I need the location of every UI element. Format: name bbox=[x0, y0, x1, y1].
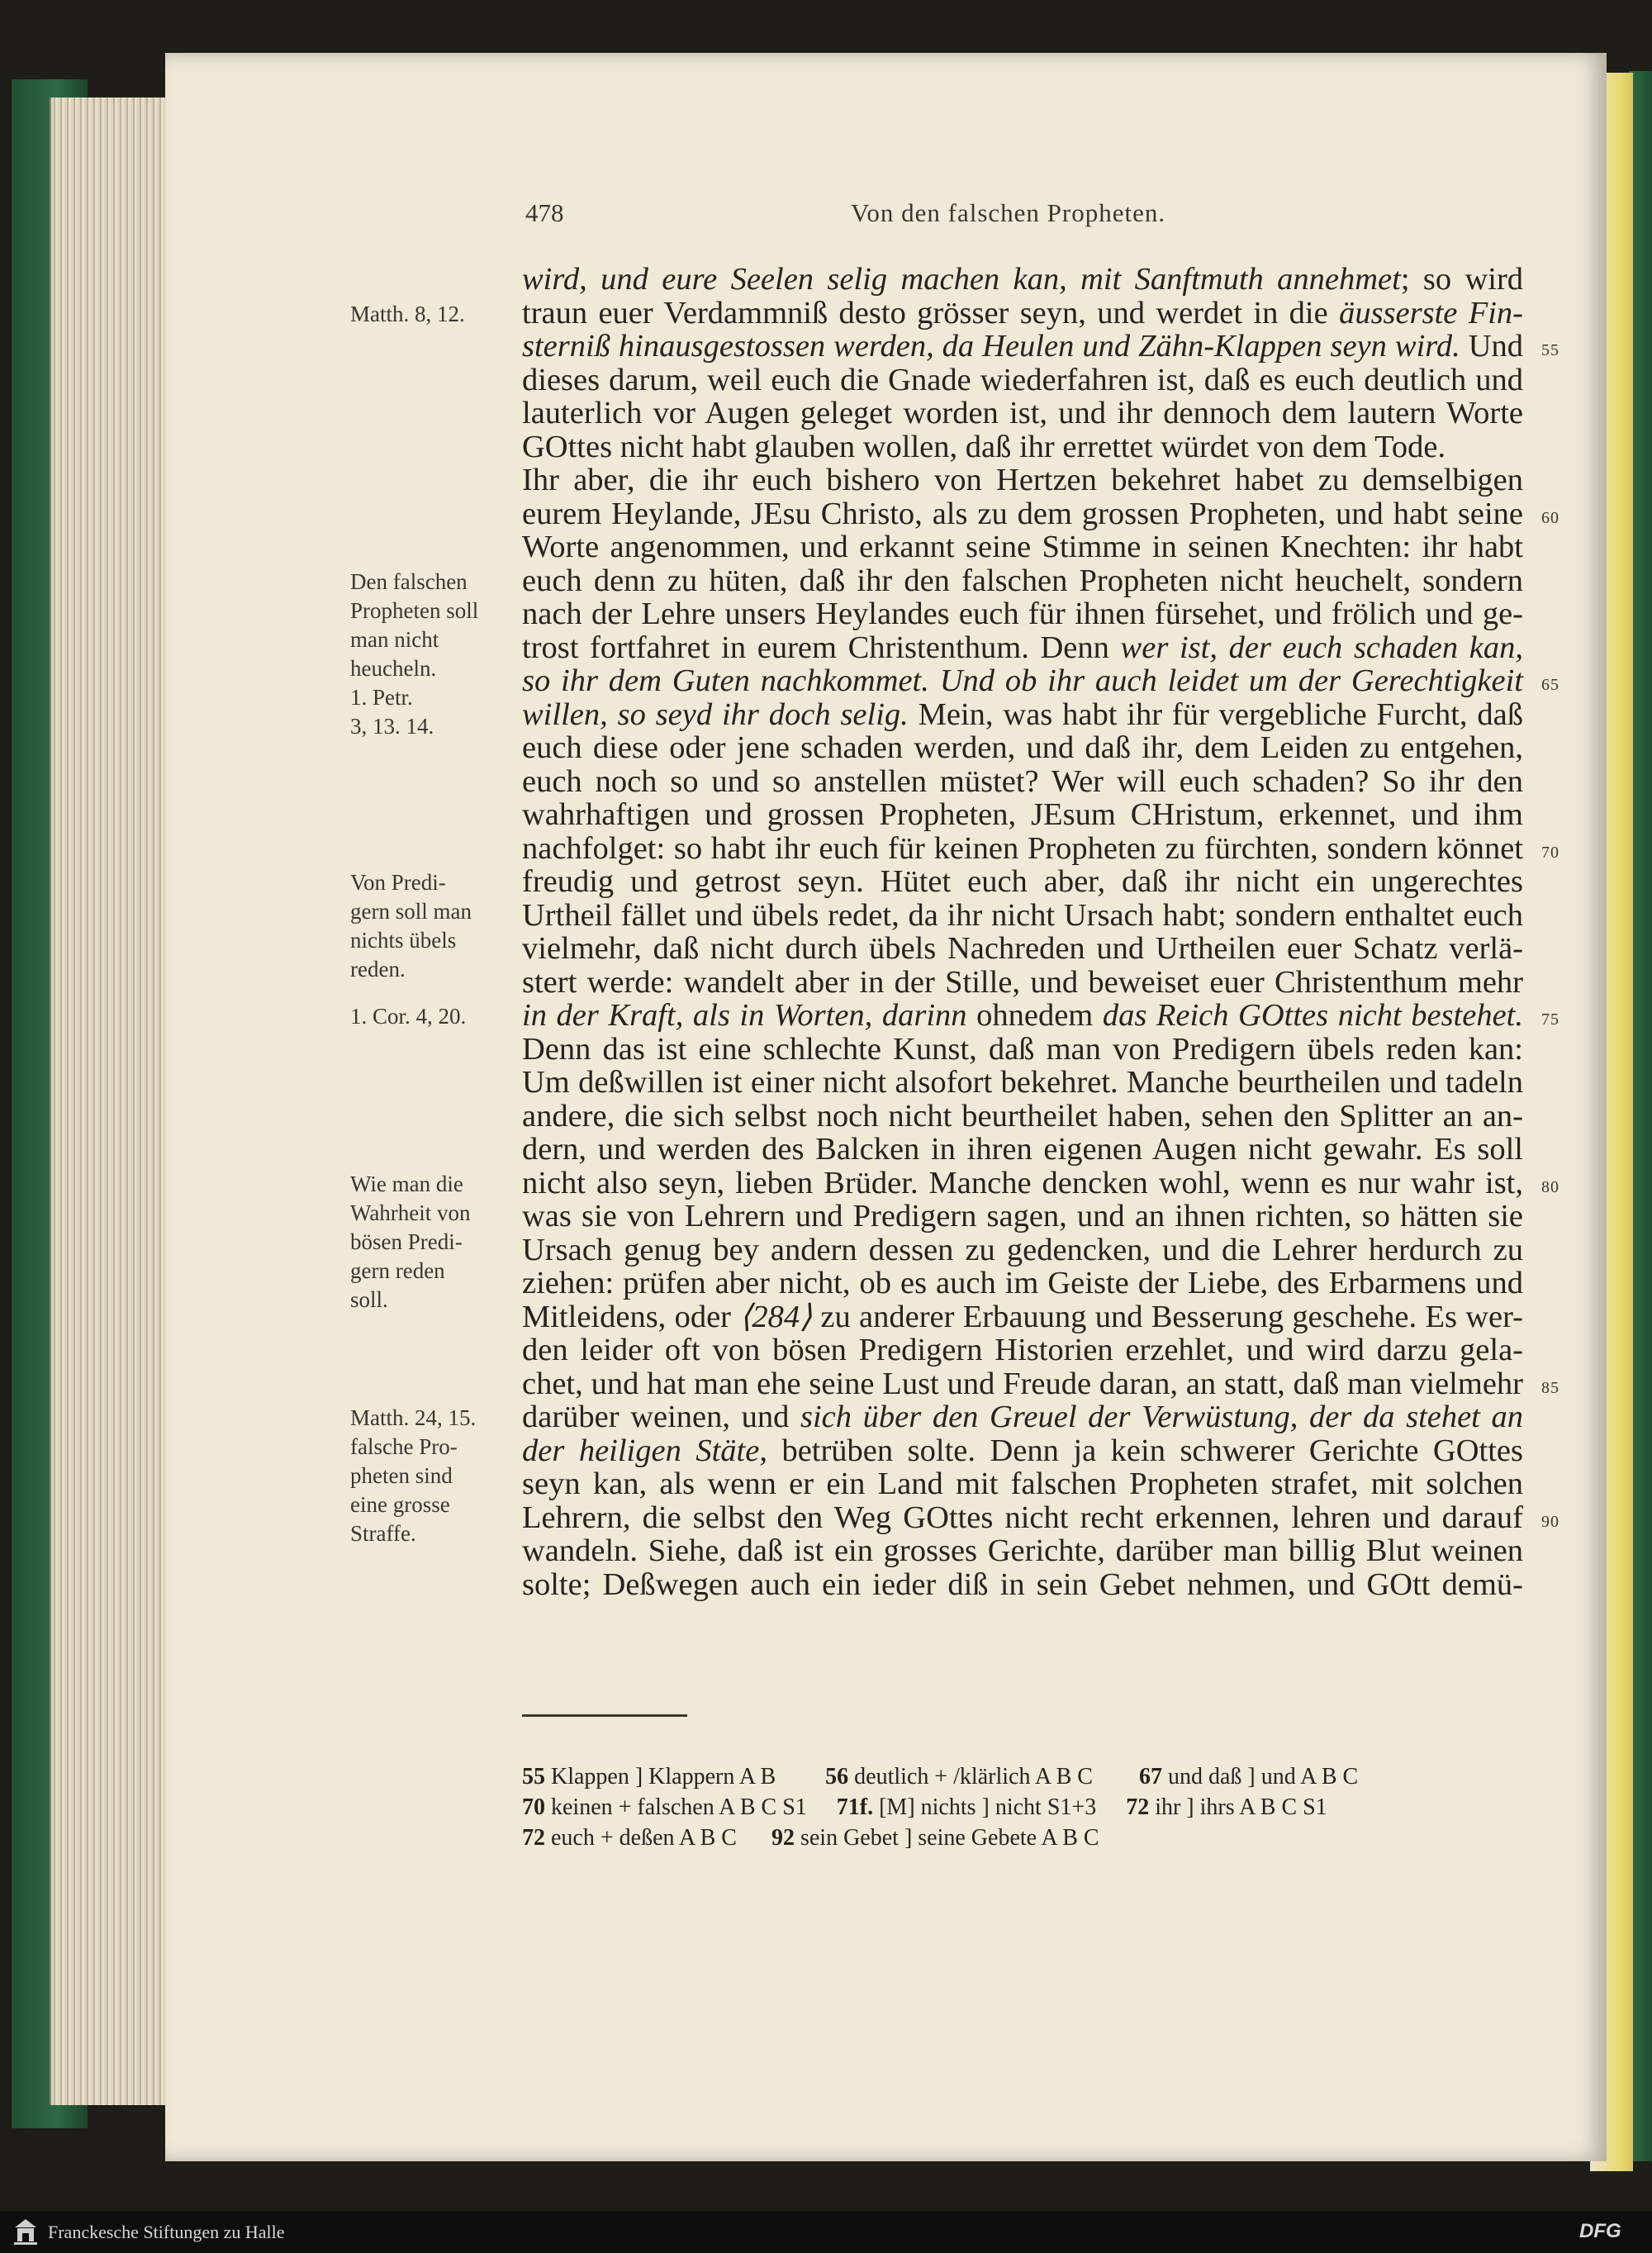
margin-note-line: Matth. 8, 12. bbox=[350, 301, 465, 326]
apparatus-line-ref: 92 bbox=[771, 1825, 795, 1851]
footer-institution: Franckesche Stiftungen zu Halle bbox=[48, 2222, 285, 2242]
text-run: dieses darum, weil euch die Gnade wiederfahren ist, daß es euch deutlich und bbox=[522, 362, 1523, 397]
body-line bbox=[522, 832, 1523, 866]
apparatus-entry: euch + deßen A B C bbox=[545, 1825, 737, 1851]
text-run: darüber weinen, und bbox=[522, 1400, 800, 1434]
body-line bbox=[522, 631, 1523, 665]
body-line bbox=[522, 899, 1523, 933]
text-run: traun euer Verdammniß desto grösser seyn, und werdet in die bbox=[522, 295, 1340, 330]
body-line bbox=[522, 1501, 1523, 1535]
body-line bbox=[522, 463, 1523, 497]
body-line bbox=[522, 1534, 1523, 1568]
apparatus-line-ref: 67 bbox=[1138, 1764, 1162, 1790]
text-run: Mein, was habt ihr für vergebliche Furcht, daß bbox=[908, 696, 1524, 732]
line-number: 90 bbox=[1541, 1512, 1559, 1531]
apparatus-row bbox=[522, 1823, 1358, 1853]
viewer-footer bbox=[0, 2211, 1652, 2253]
text-run: ohnedem bbox=[966, 998, 1103, 1033]
body-line bbox=[522, 1033, 1523, 1067]
text-run: Worte angenommen, und erkannt seine Stimme in seinen Knechten: ihr habt bbox=[522, 530, 1523, 564]
margin-note-line: gern soll man bbox=[350, 899, 472, 924]
apparatus-line-ref: 72 bbox=[1126, 1794, 1150, 1820]
text-run: zu anderer Erbauung und Besserung geschehe. Es wer- bbox=[812, 1299, 1523, 1334]
margin-note bbox=[350, 1170, 471, 1314]
apparatus-line-ref: 71f. bbox=[836, 1794, 874, 1820]
apparatus-line-ref: 72 bbox=[522, 1825, 545, 1851]
margin-note-line: nichts übels bbox=[350, 928, 457, 953]
text-run: nach der Lehre unsers Heylandes euch für ihnen fürsehet, und frölich und ge- bbox=[522, 597, 1523, 631]
margin-note-line: 3, 13. 14. bbox=[350, 713, 434, 739]
apparatus-line-ref: 70 bbox=[522, 1794, 545, 1820]
text-run: andere, die sich selbst noch nicht beurtheilet haben, sehen den Splitter an an- bbox=[522, 1098, 1523, 1134]
line-number: 85 bbox=[1541, 1378, 1559, 1397]
text-run: lauterlich vor Augen geleget worden ist, und ihr dennoch dem lautern Worte bbox=[522, 396, 1523, 430]
margin-note bbox=[350, 868, 472, 984]
line-number: 55 bbox=[1541, 341, 1559, 359]
text-run: chet, und hat man ehe seine Lust und Freude daran, an statt, daß man vielmehr bbox=[522, 1366, 1523, 1401]
body-line bbox=[522, 966, 1523, 1000]
text-run: Ihr aber, die ihr euch bishero von Hertzen bekehret habet zu demselbigen bbox=[522, 463, 1523, 497]
text-run: ; so wird bbox=[1400, 262, 1524, 297]
body-line bbox=[522, 364, 1523, 397]
text-run: betrüben solte. Denn ja kein schwerer Gerichte GOttes bbox=[767, 1433, 1523, 1468]
text-run: euch diese oder jene schaden werden, und daß ihr, dem Leiden zu entgehen, bbox=[522, 730, 1523, 765]
body-line bbox=[522, 798, 1523, 832]
line-number: 80 bbox=[1541, 1177, 1559, 1196]
apparatus-row bbox=[522, 1792, 1358, 1823]
body-text bbox=[522, 263, 1523, 1601]
text-run: Urtheil fället und übels redet, da ihr nicht Ursach habt; sondern enthaltet euch bbox=[522, 897, 1523, 933]
margin-note bbox=[350, 1404, 476, 1548]
body-line bbox=[522, 731, 1523, 765]
apparatus-entry: [M] nichts ] nicht S1+3 bbox=[873, 1794, 1097, 1820]
apparatus-row bbox=[522, 1761, 1358, 1792]
body-line bbox=[522, 999, 1523, 1033]
text-run: was sie von Lehrern und Predigern sagen, und an ihnen richten, so hätten sie bbox=[522, 1199, 1523, 1233]
margin-note-line: Matth. 24, 15. bbox=[350, 1405, 477, 1430]
margin-note-line: Wahrheit von bbox=[350, 1200, 471, 1225]
text-run: dern, und werden des Balcken in ihren eigenen Augen nicht gewahr. Es soll bbox=[522, 1132, 1523, 1167]
apparatus-entry: deutlich + /klärlich A B C bbox=[848, 1764, 1093, 1790]
line-number: 70 bbox=[1541, 843, 1559, 862]
margin-note-line: bösen Predi- bbox=[350, 1229, 463, 1254]
body-line bbox=[522, 1167, 1523, 1200]
margin-note-line: gern reden bbox=[350, 1257, 445, 1283]
margin-note bbox=[350, 1002, 466, 1031]
margin-note-line: 1. Cor. 4, 20. bbox=[350, 1004, 467, 1029]
text-run: freudig und getrost seyn. Hütet euch aber, daß ihr nicht ein ungerechtes bbox=[522, 864, 1523, 899]
margin-note-line: Wie man die bbox=[350, 1171, 463, 1196]
text-run: in der Kraft, als in Worten, darinn bbox=[522, 998, 967, 1033]
text-run: Und bbox=[1460, 329, 1523, 364]
text-run: wer ist, der euch schaden kan, bbox=[1120, 630, 1523, 665]
text-run: Denn das ist eine schlechte Kunst, daß man von Predigern übels reden kan: bbox=[522, 1031, 1523, 1067]
apparatus-entry: Klappen ] Klappern A B bbox=[545, 1764, 776, 1790]
text-run: wandeln. Siehe, daß ist ein grosses Gerichte, darüber man billig Blut weinen bbox=[522, 1533, 1523, 1568]
text-run: euch noch so und so anstellen müstet? Wer will euch schaden? So ihr den bbox=[522, 763, 1523, 799]
running-title: Von den falschen Propheten. bbox=[851, 198, 1166, 227]
body-line bbox=[522, 597, 1523, 631]
text-run: sich über den Greuel der Verwüstung, der da stehet an bbox=[800, 1400, 1524, 1434]
text-run: äusserste Fin- bbox=[1339, 295, 1523, 330]
body-line bbox=[522, 1233, 1523, 1267]
body-line bbox=[522, 932, 1523, 966]
body-line bbox=[522, 865, 1523, 899]
text-run: eurem Heylande, JEsu Christo, als zu dem grossen Propheten, und habt seine bbox=[522, 496, 1523, 531]
body-line bbox=[522, 263, 1523, 297]
body-line bbox=[522, 1267, 1523, 1300]
margin-note bbox=[350, 568, 478, 741]
margin-note-line: pheten sind bbox=[350, 1463, 453, 1488]
text-run: stert werde: wandelt aber in der Stille, und beweiset euer Christenthum mehr bbox=[522, 964, 1523, 1000]
margin-note-line: Den falschen bbox=[350, 568, 468, 594]
body-line bbox=[522, 1300, 1523, 1334]
apparatus-line-ref: 55 bbox=[522, 1764, 545, 1790]
body-line bbox=[522, 698, 1523, 732]
page-number: 478 bbox=[525, 198, 564, 227]
text-run: euch denn zu hüten, daß ihr den falschen Propheten nicht heuchelt, sondern bbox=[522, 563, 1523, 598]
margin-note-line: reden. bbox=[350, 957, 406, 982]
body-line bbox=[522, 1133, 1523, 1167]
line-number: 75 bbox=[1541, 1010, 1559, 1029]
apparatus-entry: keinen + falschen A B C S1 bbox=[545, 1794, 807, 1820]
body-line bbox=[522, 1200, 1523, 1233]
margin-note-line: man nicht bbox=[350, 626, 439, 652]
body-line bbox=[522, 1100, 1523, 1134]
margin-note-line: falsche Pro- bbox=[350, 1434, 458, 1459]
body-line bbox=[522, 297, 1523, 330]
margin-note-line: soll. bbox=[350, 1286, 388, 1312]
text-run: wird, und eure Seelen selig machen kan, mit Sanftmuth annehmet bbox=[522, 262, 1401, 297]
apparatus-entry: und daß ] und A B C bbox=[1161, 1764, 1359, 1790]
body-line bbox=[522, 430, 1523, 464]
text-run: Mitleidens, oder bbox=[522, 1299, 740, 1334]
apparatus-entry: sein Gebet ] seine Gebete A B C bbox=[794, 1825, 1099, 1851]
text-run: nicht also seyn, lieben Brüder. Manche dencken wohl, wenn es nur wahr ist, bbox=[522, 1165, 1523, 1200]
text-run: ⟨284⟩ bbox=[739, 1299, 813, 1334]
line-number: 60 bbox=[1541, 508, 1559, 527]
body-line bbox=[522, 1467, 1523, 1501]
text-run: das Reich GOttes nicht bestehet. bbox=[1102, 998, 1523, 1033]
body-line bbox=[522, 530, 1523, 564]
margin-note-line: Von Predi- bbox=[350, 870, 446, 895]
text-run: trost fortfahret in eurem Christenthum. Denn bbox=[522, 630, 1121, 665]
body-line bbox=[522, 497, 1523, 531]
text-run: so ihr dem Guten nachkommet. Und ob ihr auch leidet um der Gerechtigkeit bbox=[522, 663, 1523, 698]
margin-note-line: Straffe. bbox=[350, 1521, 416, 1546]
body-line bbox=[522, 330, 1523, 364]
institution-logo-icon bbox=[12, 2217, 40, 2247]
text-run: der heiligen Stäte, bbox=[522, 1433, 767, 1468]
body-line bbox=[522, 1367, 1523, 1401]
text-run: solte; Deßwegen auch ein ieder diß in sein Gebet nehmen, und GOtt demü- bbox=[522, 1566, 1523, 1602]
text-run: nachfolget: so habt ihr euch für keinen Propheten zu fürchten, sondern könnet bbox=[522, 830, 1523, 866]
critical-apparatus bbox=[522, 1761, 1358, 1853]
text-run: wahrhaftigen und grossen Propheten, JEsum CHristum, erkennet, und ihm bbox=[522, 797, 1523, 832]
body-line bbox=[522, 397, 1523, 430]
text-run: willen, so seyd ihr doch selig. bbox=[522, 696, 909, 732]
text-run: sterniß hinausgestossen werden, da Heulen und Zähn-Klappen seyn wird. bbox=[522, 329, 1460, 364]
apparatus-entry: ihr ] ihrs A B C S1 bbox=[1149, 1794, 1327, 1820]
text-run: Um deßwillen ist einer nicht alsofort bekehret. Manche beurtheilen und tadeln bbox=[522, 1065, 1523, 1100]
margin-note-line: Propheten soll bbox=[350, 597, 479, 623]
body-line bbox=[522, 1568, 1523, 1602]
text-run: GOttes nicht habt glauben wollen, daß ihr errettet würdet von dem Tode. bbox=[522, 429, 1446, 464]
line-number: 65 bbox=[1541, 676, 1559, 694]
margin-note-line: heucheln. bbox=[350, 655, 437, 681]
margin-note bbox=[350, 300, 465, 329]
body-line bbox=[522, 765, 1523, 799]
margin-note-line: eine grosse bbox=[350, 1492, 450, 1517]
body-line bbox=[522, 1400, 1523, 1434]
text-run: vielmehr, daß nicht durch übels Nachreden und Urtheilen euer Schatz verlä- bbox=[522, 931, 1523, 966]
body-line bbox=[522, 564, 1523, 598]
text-run: Ursach genug bey andern dessen zu gedencken, und die Lehrer herdurch zu bbox=[522, 1232, 1523, 1267]
margin-note-line: 1. Petr. bbox=[350, 684, 413, 710]
text-run: Lehrern, die selbst den Weg GOttes nicht recht erkennen, lehren und darauf bbox=[522, 1500, 1523, 1535]
body-line bbox=[522, 1434, 1523, 1468]
footnote-rule bbox=[522, 1714, 687, 1717]
text-run: den leider oft von bösen Predigern Historien erzehlet, und wird darzu gela- bbox=[522, 1333, 1523, 1367]
text-run: seyn kan, als wenn er ein Land mit falschen Propheten strafet, mit solchen bbox=[522, 1466, 1523, 1501]
dfg-logo: DFG bbox=[1579, 2220, 1621, 2242]
body-line bbox=[522, 664, 1523, 698]
body-line bbox=[522, 1333, 1523, 1367]
text-run: ziehen: prüfen aber nicht, ob es auch im Geiste der Liebe, des Erbarmens und bbox=[522, 1266, 1523, 1300]
apparatus-line-ref: 56 bbox=[825, 1764, 849, 1790]
body-line bbox=[522, 1066, 1523, 1100]
